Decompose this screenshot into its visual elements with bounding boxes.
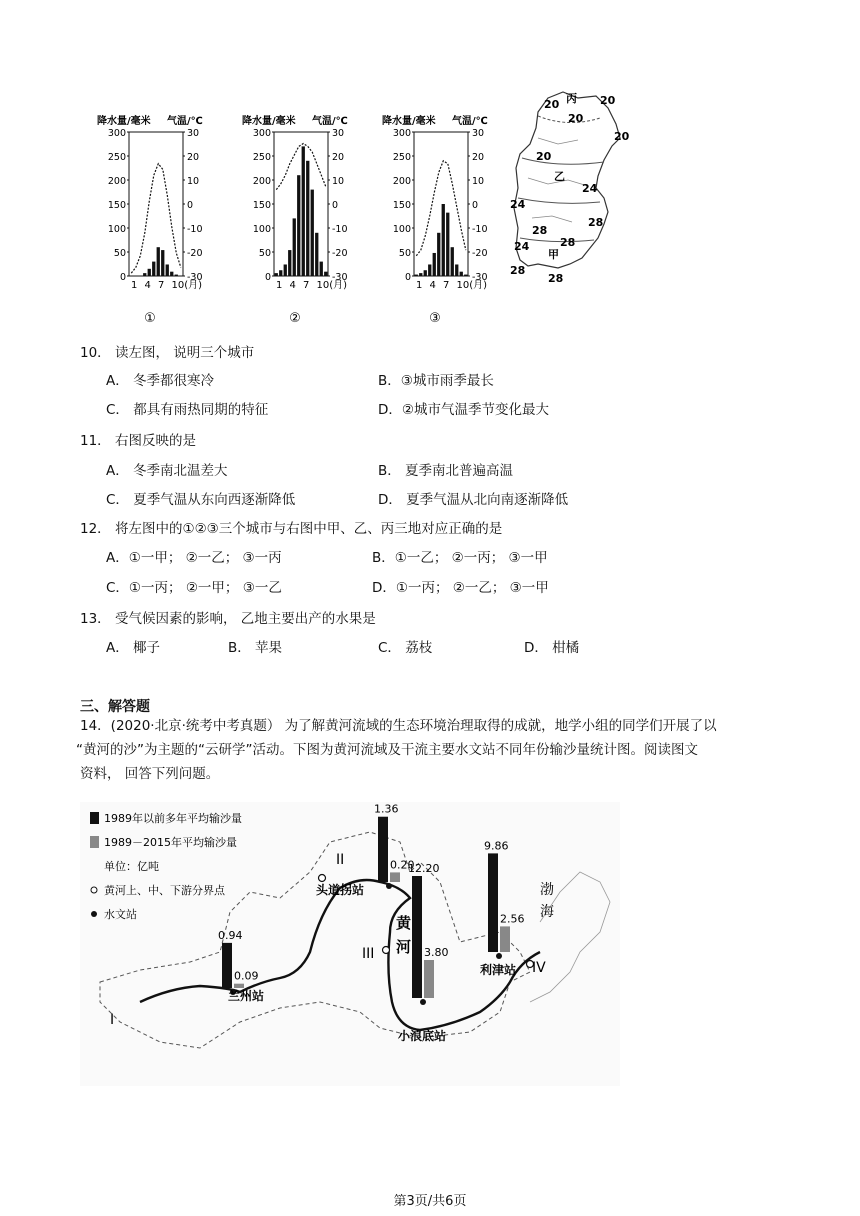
q12-option-c: C．①一丙； ②一甲； ③一乙 bbox=[106, 580, 282, 596]
x-tick-label: 7 bbox=[443, 280, 450, 291]
temperature-curve bbox=[276, 144, 326, 190]
right-tick-label: -20 bbox=[187, 248, 203, 259]
plot-frame bbox=[129, 132, 183, 276]
isotherm-label: 乙 bbox=[554, 170, 565, 183]
left-tick-label: 250 bbox=[252, 152, 271, 163]
value-before: 0.94 bbox=[218, 928, 243, 942]
left-tick-label: 100 bbox=[107, 224, 126, 235]
q13-stem: 13． 受气候因素的影响， 乙地主要出产的水果是 bbox=[80, 611, 376, 627]
x-tick-label: 1 bbox=[276, 280, 283, 291]
right-tick-label: 20 bbox=[187, 152, 200, 163]
region-label-ii: II bbox=[336, 852, 345, 868]
right-tick-label: 30 bbox=[472, 128, 485, 139]
bar-after bbox=[390, 872, 400, 882]
right-tick-label: 10 bbox=[187, 176, 200, 187]
x-tick-label: 4 bbox=[289, 280, 296, 291]
left-tick-label: 0 bbox=[264, 272, 271, 283]
isotherm-label: 甲 bbox=[548, 248, 559, 261]
x-tick-label: 10(月) bbox=[316, 280, 348, 291]
page-footer: 第3页/共6页 bbox=[393, 1194, 467, 1209]
precip-bar bbox=[442, 204, 445, 276]
q10-option-b: B．③城市雨季最长 bbox=[378, 373, 494, 389]
left-tick-label: 0 bbox=[119, 272, 126, 283]
right-tick-label: -10 bbox=[472, 224, 488, 235]
right-tick-label: 10 bbox=[472, 176, 485, 187]
division-point bbox=[383, 947, 390, 954]
legend-swatch-before bbox=[90, 812, 99, 824]
x-tick-label: 10(月) bbox=[171, 280, 203, 291]
station-marker bbox=[496, 953, 502, 959]
isotherm-line bbox=[518, 198, 600, 203]
station-name: 小浪底站 bbox=[398, 1029, 447, 1043]
climate-chart bbox=[242, 114, 348, 326]
right-tick-label: -10 bbox=[187, 224, 203, 235]
right-tick-label: -20 bbox=[332, 248, 348, 259]
y-right-label: 气温/℃ bbox=[167, 116, 203, 127]
q14-line-3: 资料， 回答下列问题。 bbox=[80, 766, 220, 782]
q12-option-a: A．①一甲； ②一乙； ③一丙 bbox=[106, 550, 282, 566]
precip-bar bbox=[424, 270, 427, 276]
precip-bar bbox=[446, 213, 449, 276]
left-tick-label: 250 bbox=[392, 152, 411, 163]
isotherm-label: 28 bbox=[588, 216, 604, 229]
precip-bar bbox=[284, 264, 287, 276]
right-tick-label: 0 bbox=[472, 200, 479, 211]
bar-before bbox=[378, 817, 388, 882]
precip-bar bbox=[437, 233, 440, 276]
q12-option-b: B．①一乙； ②一丙； ③一甲 bbox=[372, 550, 548, 566]
left-tick-label: 200 bbox=[107, 176, 126, 187]
q10-option-d: D．②城市气温季节变化最大 bbox=[378, 402, 549, 418]
x-tick-label: 1 bbox=[416, 280, 423, 291]
x-tick-label: 10(月) bbox=[456, 280, 488, 291]
right-tick-label: 20 bbox=[332, 152, 345, 163]
climate-chart bbox=[382, 114, 488, 326]
legend-swatch-after bbox=[90, 836, 99, 848]
precip-bar bbox=[455, 264, 458, 276]
left-tick-label: 100 bbox=[252, 224, 271, 235]
region-label-i: I bbox=[110, 1012, 115, 1028]
section-title: 三、解答题 bbox=[80, 699, 150, 715]
isotherm-label: 丙 bbox=[566, 92, 577, 105]
value-before: 9.86 bbox=[484, 839, 509, 853]
chart-caption: ① bbox=[144, 311, 156, 326]
left-tick-label: 50 bbox=[113, 248, 126, 259]
chart-caption: ③ bbox=[429, 311, 441, 326]
right-tick-label: 20 bbox=[472, 152, 485, 163]
q14-line-1: 14．(2020·北京·统考中考真题） 为了解黄河流域的生态环境治理取得的成就，地学小组的同学们开展了以 bbox=[80, 718, 717, 734]
y-right-label: 气温/℃ bbox=[452, 116, 488, 127]
bar-before bbox=[488, 853, 498, 952]
y-left-label: 降水量/毫米 bbox=[242, 116, 296, 127]
y-right-label: 气温/℃ bbox=[312, 116, 348, 127]
sea-label: 渤 bbox=[540, 882, 554, 898]
isotherm-label: 28 bbox=[510, 264, 526, 277]
isotherm-label: 28 bbox=[532, 224, 548, 237]
q13-option-a: A． 椰子 bbox=[106, 640, 161, 656]
station-name: 兰州站 bbox=[228, 989, 265, 1003]
plot-frame bbox=[274, 132, 328, 276]
y-left-label: 降水量/毫米 bbox=[97, 116, 151, 127]
bar-after bbox=[424, 960, 434, 998]
isotherm-line bbox=[520, 238, 594, 242]
legend-station: 水文站 bbox=[104, 908, 137, 921]
right-tick-label: -30 bbox=[332, 272, 348, 283]
bar-after bbox=[500, 926, 510, 952]
isotherm-map-svg bbox=[508, 88, 653, 288]
right-tick-label: -10 bbox=[332, 224, 348, 235]
x-tick-label: 4 bbox=[429, 280, 436, 291]
precip-bar bbox=[320, 262, 323, 276]
q10-option-c: C． 都具有雨热同期的特征 bbox=[106, 402, 269, 418]
y-left-label: 降水量/毫米 bbox=[382, 116, 436, 127]
division-point bbox=[319, 875, 326, 882]
q13-option-d: D． 柑橘 bbox=[524, 640, 580, 656]
left-tick-label: 100 bbox=[392, 224, 411, 235]
legend-after: 1989－2015年平均输沙量 bbox=[104, 836, 237, 849]
isotherm-label: 20 bbox=[614, 130, 630, 143]
sea-label: 海 bbox=[540, 904, 554, 920]
bar-before bbox=[412, 876, 422, 998]
precip-bar bbox=[152, 262, 155, 276]
left-tick-label: 150 bbox=[392, 200, 411, 211]
yellow-river-map bbox=[80, 802, 620, 1086]
river-label: 黄 bbox=[396, 914, 412, 932]
isotherm-label: 24 bbox=[514, 240, 530, 253]
precip-bar bbox=[311, 190, 314, 276]
precip-bar bbox=[170, 272, 173, 276]
plot-frame bbox=[414, 132, 468, 276]
yellow-river-map-svg bbox=[80, 802, 620, 1086]
left-tick-label: 0 bbox=[404, 272, 411, 283]
precip-bar bbox=[293, 218, 296, 276]
precip-bar bbox=[143, 273, 146, 276]
isotherm-line bbox=[522, 158, 604, 164]
station-name: 头道拐站 bbox=[316, 883, 365, 897]
precip-bar bbox=[419, 273, 422, 276]
isotherm-label: 20 bbox=[568, 112, 584, 125]
precip-bar bbox=[415, 275, 418, 276]
legend-station-marker bbox=[91, 911, 97, 917]
station-marker bbox=[386, 883, 392, 889]
legend-unit: 单位：亿吨 bbox=[104, 860, 159, 873]
precip-bar bbox=[428, 264, 431, 276]
climate-chart bbox=[97, 114, 203, 326]
right-tick-label: -20 bbox=[472, 248, 488, 259]
precip-bar bbox=[302, 146, 305, 276]
temperature-curve bbox=[416, 161, 466, 256]
q11-option-c: C． 夏季气温从东向西逐渐降低 bbox=[106, 492, 296, 508]
left-tick-label: 300 bbox=[107, 128, 126, 139]
x-tick-label: 4 bbox=[144, 280, 151, 291]
left-tick-label: 50 bbox=[398, 248, 411, 259]
value-after: 2.56 bbox=[500, 912, 525, 926]
temperature-curve bbox=[131, 164, 181, 273]
q14-line-2: “黄河的沙”为主题的“云研学”活动。下图为黄河流域及干流主要水文站不同年份输沙量统计图。阅读图文 bbox=[76, 742, 698, 758]
precip-bar bbox=[148, 269, 151, 276]
q14-text bbox=[76, 714, 800, 786]
value-after: 0.20 bbox=[390, 858, 415, 872]
right-tick-label: 0 bbox=[332, 200, 339, 211]
q10-option-a: A． 冬季都很寒冷 bbox=[106, 373, 215, 389]
precip-bar bbox=[324, 272, 327, 276]
right-tick-label: 30 bbox=[187, 128, 200, 139]
value-before: 1.36 bbox=[374, 802, 399, 816]
precip-bar bbox=[157, 247, 160, 276]
left-tick-label: 150 bbox=[252, 200, 271, 211]
right-tick-label: -30 bbox=[187, 272, 203, 283]
precip-bar bbox=[460, 272, 463, 276]
q13-option-b: B． 苹果 bbox=[228, 640, 283, 656]
q13-option-c: C． 荔枝 bbox=[378, 640, 433, 656]
precip-bar bbox=[297, 175, 300, 276]
right-tick-label: -30 bbox=[472, 272, 488, 283]
region-label-iii: III bbox=[362, 946, 375, 962]
q12-option-d: D．①一丙； ②一乙； ③一甲 bbox=[372, 580, 549, 596]
precip-bar bbox=[451, 247, 454, 276]
x-tick-label: 1 bbox=[131, 280, 138, 291]
station-name: 利津站 bbox=[480, 963, 517, 977]
q11-stem: 11． 右图反映的是 bbox=[80, 433, 196, 449]
q11-option-d: D． 夏季气温从北向南逐渐降低 bbox=[378, 492, 569, 508]
value-after: 3.80 bbox=[424, 946, 449, 959]
isotherm-label: 24 bbox=[582, 182, 598, 195]
left-tick-label: 250 bbox=[107, 152, 126, 163]
left-tick-label: 300 bbox=[392, 128, 411, 139]
legend-division: 黄河上、中、下游分界点 bbox=[104, 884, 225, 897]
river-label: 河 bbox=[396, 938, 412, 956]
isotherm-map bbox=[508, 88, 653, 288]
precip-bar bbox=[315, 233, 318, 276]
precip-bar bbox=[279, 270, 282, 276]
precip-bar bbox=[166, 264, 169, 276]
value-after: 0.09 bbox=[234, 969, 259, 983]
q10-stem: 10． 读左图， 说明三个城市 bbox=[80, 345, 255, 361]
precip-bar bbox=[433, 253, 436, 276]
bar-before bbox=[222, 943, 232, 988]
left-tick-label: 200 bbox=[252, 176, 271, 187]
q12-stem: 12． 将左图中的①②③三个城市与右图中甲、乙、丙三地对应正确的是 bbox=[80, 521, 503, 537]
right-tick-label: 10 bbox=[332, 176, 345, 187]
left-tick-label: 50 bbox=[258, 248, 271, 259]
q11-option-a: A． 冬季南北温差大 bbox=[106, 463, 228, 479]
station-marker bbox=[420, 999, 426, 1005]
isotherm-label: 20 bbox=[600, 94, 616, 107]
right-tick-label: 0 bbox=[187, 200, 194, 211]
precip-bar bbox=[175, 275, 178, 276]
bar-after bbox=[234, 984, 244, 988]
precip-bar bbox=[161, 250, 164, 276]
left-tick-label: 150 bbox=[107, 200, 126, 211]
precip-bar bbox=[306, 161, 309, 276]
legend-before: 1989年以前多年平均输沙量 bbox=[104, 812, 242, 825]
x-tick-label: 7 bbox=[158, 280, 165, 291]
region-label-iv: IV bbox=[532, 960, 546, 976]
climate-charts bbox=[95, 112, 505, 327]
legend-division-marker bbox=[91, 887, 97, 893]
isotherm-label: 24 bbox=[510, 198, 526, 211]
value-before: 12.20 bbox=[408, 862, 440, 875]
isotherm-label: 20 bbox=[536, 150, 552, 163]
isotherm-label: 20 bbox=[544, 98, 560, 111]
chart-caption: ② bbox=[289, 311, 301, 326]
q11-option-b: B． 夏季南北普遍高温 bbox=[378, 463, 514, 479]
x-tick-label: 7 bbox=[303, 280, 310, 291]
precip-bar bbox=[464, 275, 467, 276]
precip-bar bbox=[275, 273, 278, 276]
climate-charts-svg bbox=[95, 112, 505, 327]
left-tick-label: 300 bbox=[252, 128, 271, 139]
isotherm-label: 28 bbox=[560, 236, 576, 249]
left-tick-label: 200 bbox=[392, 176, 411, 187]
isotherm-labels bbox=[510, 91, 630, 285]
isotherm-label: 28 bbox=[548, 272, 564, 285]
right-tick-label: 30 bbox=[332, 128, 345, 139]
precip-bar bbox=[288, 250, 291, 276]
